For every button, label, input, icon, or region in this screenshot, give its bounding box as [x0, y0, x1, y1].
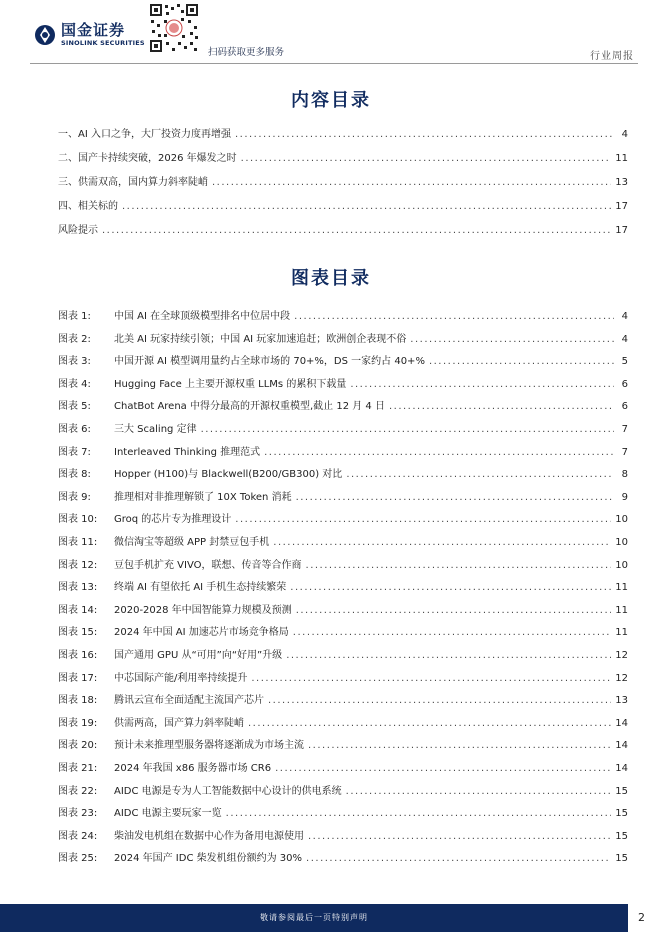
- sinolink-logo-icon: [34, 24, 56, 46]
- figure-item[interactable]: [58, 848, 628, 864]
- figure-item-page: 5: [621, 356, 628, 368]
- toc-item[interactable]: [58, 196, 628, 212]
- figure-item-page: 15: [615, 808, 628, 820]
- figure-item-title: AIDC 电源是专为人工智能数据中心设计的供电系统: [114, 785, 342, 797]
- figure-item-title: 2020-2028 年中国智能算力规模及预测: [114, 604, 292, 616]
- toc-leader-dots: [346, 469, 614, 480]
- figure-item-title: 三大 Scaling 定律: [114, 424, 197, 435]
- toc-leader-dots: [226, 808, 612, 819]
- figure-item-title: 国产通用 GPU 从“可用”向“好用”升级: [114, 650, 283, 661]
- toc-item-page: 17: [615, 225, 628, 236]
- figure-item-number: 图表 17:: [58, 672, 98, 684]
- toc-leader-dots: [201, 424, 614, 435]
- toc-leader-dots: [293, 627, 611, 638]
- qr-code-icon[interactable]: [148, 2, 200, 54]
- figure-item-title: 豆包手机扩充 VIVO，联想、传音等合作商: [114, 559, 302, 571]
- figure-item-page: 15: [615, 785, 628, 797]
- toc-item-number: 二、: [58, 153, 78, 164]
- toc-leader-dots: [350, 379, 614, 390]
- toc-leader-dots: [251, 673, 611, 684]
- figure-item-number: 图表 16:: [58, 650, 98, 661]
- figure-item-page: 4: [621, 311, 628, 322]
- page-number: 2: [638, 911, 645, 924]
- figure-item-number: 图表 13:: [58, 582, 98, 594]
- figure-item-title: ChatBot Arena 中得分最高的开源权重模型,截止 12 月 4 日: [114, 401, 385, 413]
- header-divider: [30, 63, 638, 64]
- figure-item-number: 图表 7:: [58, 446, 91, 458]
- figure-item-page: 11: [615, 627, 628, 639]
- figure-item-title: Hugging Face 上主要开源权重 LLMs 的累积下载量: [114, 378, 347, 390]
- figure-item-number: 图表 2:: [58, 333, 91, 345]
- figure-item-title: Interleaved Thinking 推理范式: [114, 446, 261, 458]
- toc-leader-dots: [296, 605, 612, 616]
- figure-item-page: 10: [615, 514, 628, 526]
- toc-item[interactable]: [58, 220, 628, 236]
- figure-item-page: 14: [615, 763, 628, 774]
- toc-leader-dots: [290, 582, 611, 593]
- figure-item-title: 腾讯云宣布全面适配主流国产芯片: [114, 695, 264, 707]
- figure-item-number: 图表 8:: [58, 469, 91, 481]
- figure-item[interactable]: [58, 351, 628, 367]
- toc-leader-dots: [275, 763, 611, 774]
- toc-leader-dots: [296, 492, 614, 503]
- figures-title: 图表目录: [291, 268, 371, 289]
- figure-item-number: 图表 10:: [58, 514, 98, 526]
- figure-item-page: 8: [621, 469, 628, 481]
- figure-item-page: 11: [615, 582, 628, 594]
- figure-item-title: 北美 AI 玩家持续引领；中国 AI 玩家加速追赶；欧洲创企表现不俗: [114, 333, 407, 345]
- toc-item[interactable]: [58, 148, 628, 164]
- figure-item-title: 柴油发电机组在数据中心作为备用电源使用: [114, 830, 304, 842]
- figure-item-number: 图表 24:: [58, 830, 98, 842]
- toc-leader-dots: [102, 225, 611, 236]
- figure-item-page: 7: [621, 424, 628, 435]
- figure-item[interactable]: [58, 329, 628, 345]
- figure-item-number: 图表 11:: [58, 537, 98, 548]
- figure-item-title: 2024 年中国 AI 加速芯片市场竞争格局: [114, 627, 289, 639]
- figure-item[interactable]: [58, 622, 628, 638]
- company-logo: [34, 23, 145, 47]
- figure-item-page: 14: [615, 740, 628, 752]
- toc-item-page: 13: [615, 177, 628, 188]
- figure-item-title: 微信淘宝等超级 APP 封禁豆包手机: [114, 537, 270, 548]
- figure-item-number: 图表 6:: [58, 424, 91, 435]
- page-header: [0, 0, 662, 64]
- toc-item[interactable]: [58, 124, 628, 140]
- figure-item-page: 9: [621, 491, 628, 503]
- figure-item-number: 图表 19:: [58, 717, 98, 729]
- figure-item-page: 10: [615, 537, 628, 548]
- figure-item-title: AIDC 电源主要玩家一览: [114, 808, 222, 820]
- figure-item-number: 图表 14:: [58, 604, 98, 616]
- toc-item[interactable]: [58, 172, 628, 188]
- toc-item-title: AI 入口之争，大厂投资力度再增强: [78, 129, 231, 140]
- figure-item-page: 12: [615, 650, 628, 661]
- toc-item-number: 三、: [58, 177, 78, 188]
- figure-item-number: 图表 22:: [58, 785, 98, 797]
- toc-leader-dots: [248, 718, 611, 729]
- figure-item-page: 11: [615, 604, 628, 616]
- figure-item[interactable]: [58, 668, 628, 684]
- toc-item-title: 供需双高，国内算力斜率陡峭: [78, 177, 208, 188]
- figure-item-number: 图表 1:: [58, 311, 91, 322]
- toc-item-page: 11: [615, 153, 628, 164]
- toc-leader-dots: [286, 650, 611, 661]
- toc-item-page: 4: [621, 129, 628, 140]
- toc-leader-dots: [212, 177, 611, 188]
- figure-item[interactable]: [58, 600, 628, 616]
- figure-item-page: 6: [621, 401, 628, 413]
- figure-item-page: 7: [621, 446, 628, 458]
- figure-item-number: 图表 12:: [58, 559, 98, 571]
- figure-item[interactable]: [58, 396, 628, 412]
- figure-item[interactable]: [58, 803, 628, 819]
- figure-item[interactable]: [58, 509, 628, 525]
- figure-item-number: 图表 5:: [58, 401, 91, 413]
- toc-item-page: 17: [615, 201, 628, 212]
- figure-item-title: 2024 年我国 x86 服务器市场 CR6: [114, 763, 272, 774]
- figure-item[interactable]: [58, 713, 628, 729]
- figure-item-title: 供需两高，国产算力斜率陡峭: [114, 717, 244, 729]
- toc-leader-dots: [264, 447, 614, 458]
- figure-item[interactable]: [58, 464, 628, 480]
- toc-item-title: 风险提示: [58, 225, 98, 236]
- figure-item-title: 2024 年国产 IDC 柴发机组份额约为 30%: [114, 853, 303, 865]
- figure-item-number: 图表 23:: [58, 808, 98, 820]
- toc-leader-dots: [268, 695, 611, 706]
- toc-leader-dots: [308, 831, 611, 842]
- figure-item[interactable]: [58, 306, 628, 322]
- toc-leader-dots: [235, 514, 611, 525]
- figure-item[interactable]: [58, 419, 628, 435]
- figure-item[interactable]: [58, 555, 628, 571]
- report-type-label: 行业周报: [590, 51, 634, 62]
- figure-item-page: 13: [615, 695, 628, 707]
- logo-chinese-name: 国金证券: [61, 21, 126, 39]
- toc-title: 内容目录: [291, 90, 371, 111]
- figure-item-title: Hopper (H100)与 Blackwell(B200/GB300) 对比: [114, 469, 343, 481]
- figure-item-title: 预计未来推理型服务器将逐渐成为市场主流: [114, 740, 304, 752]
- figure-item-number: 图表 18:: [58, 695, 98, 707]
- toc-leader-dots: [308, 740, 611, 751]
- figure-item-page: 4: [621, 333, 628, 345]
- footer-disclaimer-notice: 敬请参阅最后一页特别声明: [260, 913, 368, 922]
- toc-leader-dots: [241, 153, 612, 164]
- figure-item-page: 15: [615, 830, 628, 842]
- figure-item-number: 图表 4:: [58, 378, 91, 390]
- figure-item-page: 15: [615, 853, 628, 865]
- figure-item-number: 图表 9:: [58, 491, 91, 503]
- figure-item-title: 中芯国际产能/利用率持续提升: [114, 672, 248, 684]
- figure-item-page: 14: [615, 717, 628, 729]
- toc-leader-dots: [306, 853, 611, 864]
- figure-item-number: 图表 25:: [58, 853, 98, 865]
- figure-item[interactable]: [58, 442, 628, 458]
- qr-caption: 扫码获取更多服务: [208, 47, 285, 58]
- figure-item-title: 中国开源 AI 模型调用量约占全球市场的 70+%，DS 一家约占 40+%: [114, 356, 425, 368]
- toc-leader-dots: [346, 786, 612, 797]
- figure-item[interactable]: [58, 758, 628, 774]
- logo-english-name: SINOLINK SECURITIES: [61, 39, 145, 47]
- toc-leader-dots: [410, 334, 614, 345]
- toc-leader-dots: [273, 537, 611, 548]
- toc-leader-dots: [429, 356, 614, 367]
- figure-item-title: 中国 AI 在全球顶级模型排名中位居中段: [114, 311, 291, 322]
- figure-item-page: 12: [615, 672, 628, 684]
- figure-item[interactable]: [58, 532, 628, 548]
- figure-item-title: Groq 的芯片专为推理设计: [114, 514, 232, 526]
- toc-item-number: 四、: [58, 201, 78, 212]
- figure-item-number: 图表 20:: [58, 740, 98, 752]
- toc-item-number: 一、: [58, 129, 78, 140]
- figure-item[interactable]: [58, 781, 628, 797]
- figure-item-number: 图表 15:: [58, 627, 98, 639]
- figure-item-number: 图表 21:: [58, 763, 98, 774]
- figure-item[interactable]: [58, 645, 628, 661]
- toc-leader-dots: [122, 201, 611, 212]
- figure-item[interactable]: [58, 487, 628, 503]
- toc-leader-dots: [389, 401, 614, 412]
- figure-item[interactable]: [58, 374, 628, 390]
- figure-item-page: 10: [615, 559, 628, 571]
- figure-item-title: 推理相对非推理解锁了 10X Token 消耗: [114, 491, 292, 503]
- figure-item[interactable]: [58, 735, 628, 751]
- toc-item-title: 相关标的: [78, 201, 118, 212]
- figure-item[interactable]: [58, 826, 628, 842]
- toc-leader-dots: [294, 311, 614, 322]
- figure-item-page: 6: [621, 378, 628, 390]
- figure-item-title: 终端 AI 有望依托 AI 手机生态持续繁荣: [114, 582, 287, 594]
- figure-item[interactable]: [58, 577, 628, 593]
- figure-item[interactable]: [58, 690, 628, 706]
- figure-item-number: 图表 3:: [58, 356, 91, 368]
- toc-leader-dots: [235, 129, 614, 140]
- toc-item-title: 国产卡持续突破，2026 年爆发之时: [78, 153, 237, 164]
- toc-leader-dots: [306, 560, 612, 571]
